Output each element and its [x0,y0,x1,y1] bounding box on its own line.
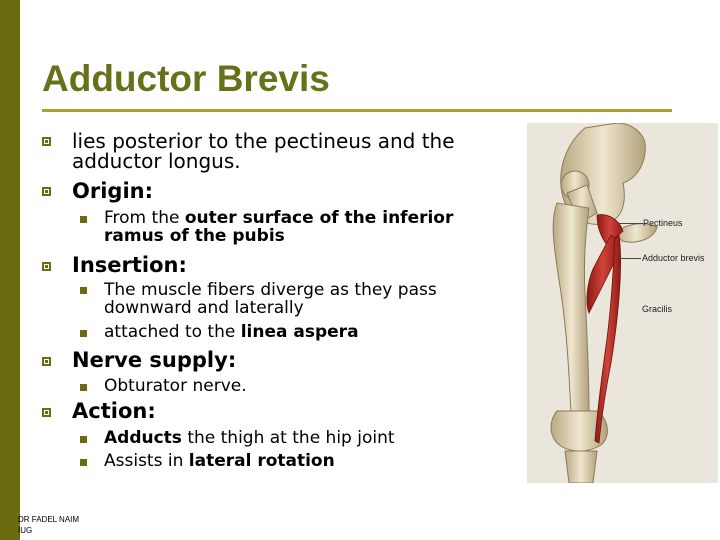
footer-author: DR FADEL NAIM [18,515,80,524]
square-bullet-icon [42,408,51,417]
footer-credit [18,514,79,536]
label-gracilis: Gracilis [642,304,673,314]
filled-bullet-icon [80,216,87,223]
filled-bullet-icon [80,384,87,391]
origin-detail-prefix: From the [104,208,185,228]
origin-detail [104,209,494,245]
femur-illustration [527,123,718,483]
footer-institution: IUG [18,526,33,535]
bullet-origin-heading: Origin: [72,179,153,203]
insertion-detail-bold: linea aspera [240,322,359,342]
anatomy-figure [527,123,718,483]
square-bullet-icon [42,262,51,271]
insertion-detail-prefix: attached to the [104,322,241,342]
bullet-nerve-heading: Nerve supply: [72,348,237,372]
origin-detail-bold: outer surface of the inferior ramus of the pubis [104,208,454,246]
square-bullet-icon [42,357,51,366]
filled-bullet-icon [80,287,87,294]
action-detail-2-prefix: Assists in [104,451,189,471]
filled-bullet-icon [80,330,87,337]
bullet-action-heading: Action: [72,399,156,423]
insertion-detail-1: The muscle fibers diverge as they pass downward and laterally [104,280,437,318]
action-detail-1-rest: the thigh at the hip joint [181,428,395,448]
adductor-pointer [619,258,641,259]
action-detail-2 [104,452,335,470]
slide-title: Adductor Brevis [42,58,330,99]
filled-bullet-icon [80,459,87,466]
square-bullet-icon [42,137,51,146]
action-detail-1-bold: Adducts [104,428,182,448]
label-pectineus: Pectineus [643,218,683,228]
bullet-position: lies posterior to the pectineus and the adductor longus. [72,129,455,173]
square-bullet-icon [42,187,51,196]
insertion-detail-2 [104,323,359,341]
label-adductor-brevis: Adductor brevis [642,253,705,263]
nerve-detail: Obturator nerve. [104,376,247,396]
bullet-insertion-heading: Insertion: [72,253,187,277]
action-detail-1 [104,429,395,447]
filled-bullet-icon [80,436,87,443]
action-detail-2-bold: lateral rotation [188,451,335,471]
pectineus-pointer [619,223,643,224]
